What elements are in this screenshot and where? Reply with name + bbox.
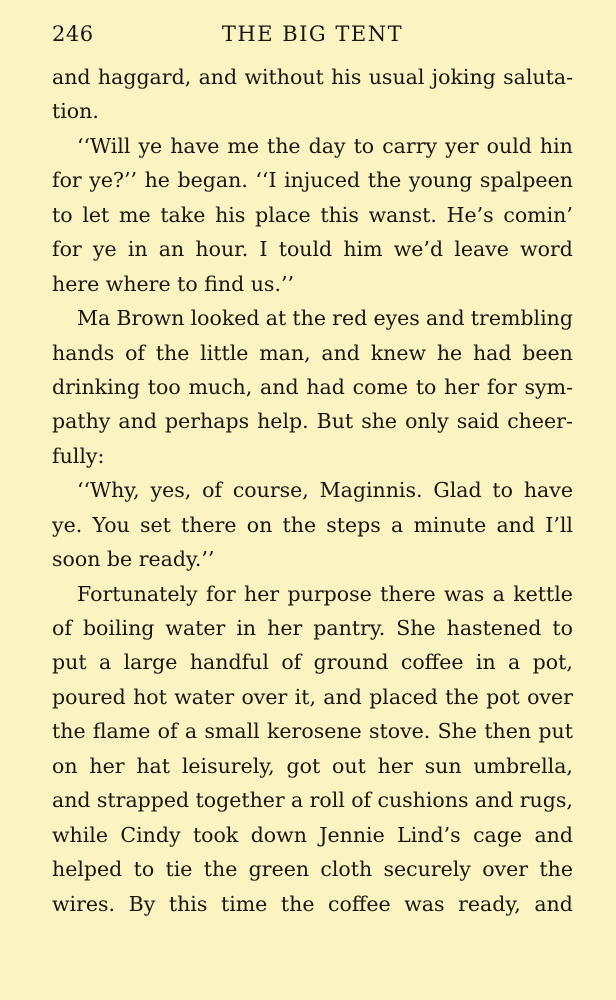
text-line: drinking too much, and had come to her for sym-: [52, 374, 573, 399]
text-line: Fortunately for her purpose there was a kettle: [77, 581, 573, 606]
page-header: [52, 22, 573, 52]
text-line: and haggard, and without his usual joking saluta-: [52, 65, 573, 89]
text-line: ye. You set there on the steps a minute and I’ll: [52, 512, 573, 537]
text-line: soon be ready.’’: [52, 547, 215, 572]
text-line: put a large handful of ground coffee in a pot,: [52, 650, 573, 675]
body-text: [52, 60, 573, 921]
text-line: to let me take his place this wanst. He’s comin’: [52, 202, 573, 227]
text-line: here where to find us.’’: [52, 271, 294, 296]
text-line: ‘‘Will ye have me the day to carry yer ould hin: [77, 133, 573, 158]
text-line: poured hot water over it, and placed the pot over: [52, 684, 573, 709]
running-head: THE BIG TENT: [221, 22, 404, 46]
text-line: for ye in an hour. I tould him we’d leave word: [52, 237, 573, 262]
page-number: 246: [52, 22, 94, 46]
text-line: Ma Brown looked at the red eyes and trembling: [77, 306, 573, 331]
text-line: tion.: [52, 99, 99, 124]
text-line: wires. By this time the coffee was ready, and: [52, 891, 573, 916]
text-line: hands of the little man, and knew he had been: [52, 340, 573, 365]
text-line: of boiling water in her pantry. She hastened to: [52, 616, 573, 640]
text-line: the flame of a small kerosene stove. She then put: [52, 719, 573, 744]
text-line: while Cindy took down Jennie Lind’s cage and: [52, 822, 573, 847]
text-line: pathy and perhaps help. But she only said cheer-: [52, 409, 573, 434]
text-line: fully:: [52, 443, 105, 468]
text-line: and strapped together a roll of cushions and rugs,: [52, 788, 573, 813]
text-line: for ye?’’ he began. ‘‘I injuced the young spalpeen: [52, 168, 573, 193]
text-line: ‘‘Why, yes, of course, Maginnis. Glad to have: [77, 478, 573, 503]
text-line: on her hat leisurely, got out her sun umbrella,: [52, 753, 573, 778]
text-line: helped to tie the green cloth securely over the: [52, 857, 573, 882]
